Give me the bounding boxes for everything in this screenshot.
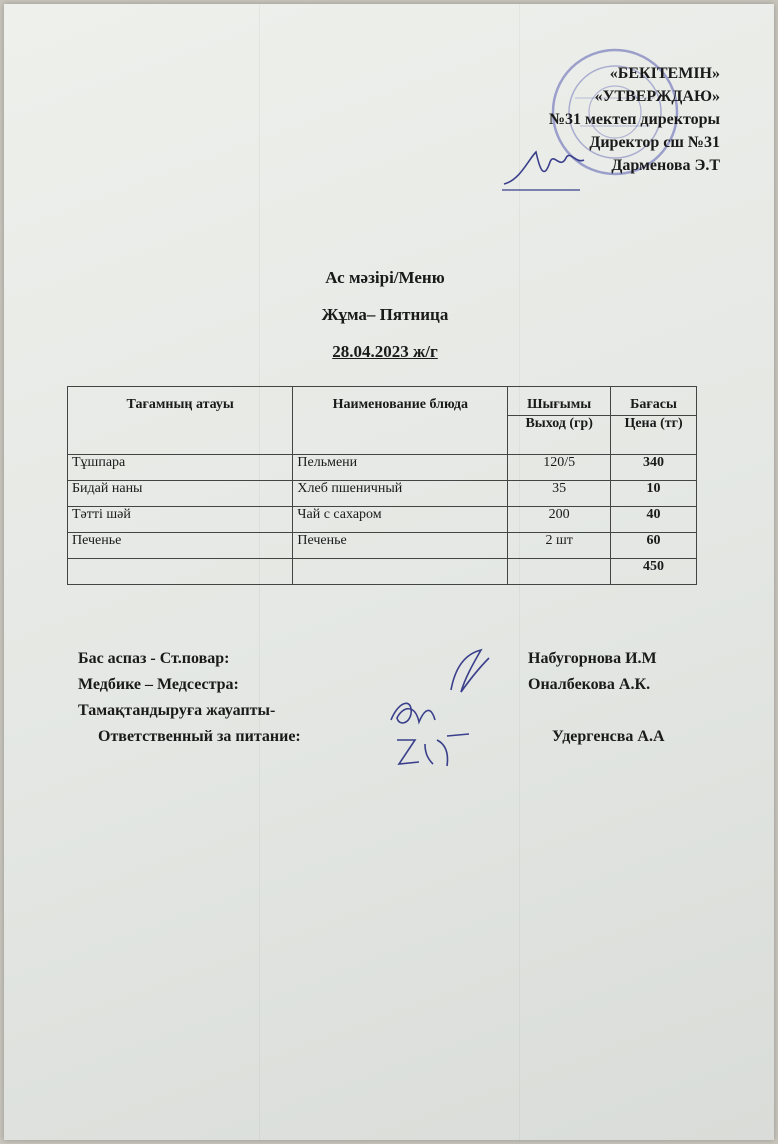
table-row (68, 533, 697, 559)
header-output-ru: Выход (гр) (508, 416, 611, 455)
staff-names (528, 646, 665, 750)
director-title-ru: Директор сш №31 (589, 134, 720, 151)
dish-name-kz: Бидай наны (68, 481, 293, 507)
responsible-role-ru: Ответственный за питание: (98, 728, 301, 745)
staff-signatures (385, 648, 505, 778)
responsible-name: Удергенсва А.А (552, 728, 665, 745)
chef-role: Бас аспаз - Ст.повар: (78, 650, 230, 667)
header-price-kz: Бағасы (611, 387, 697, 416)
dish-price: 340 (611, 455, 697, 481)
approval-kz: «БЕКІТЕМІН» (609, 65, 720, 82)
director-title-kz: №31 мектеп директоры (548, 111, 720, 128)
dish-output: 35 (508, 481, 611, 507)
dish-name-ru: Хлеб пшеничный (293, 481, 508, 507)
responsible-role-kz: Тамақтандыруға жауапты- (78, 702, 276, 719)
dish-output: 2 шт (508, 533, 611, 559)
table-header-row (68, 387, 697, 416)
approval-ru: «УТВЕРЖДАЮ» (594, 88, 720, 105)
table-row (68, 455, 697, 481)
dish-output: 200 (508, 507, 611, 533)
nurse-role: Медбике – Медсестра: (78, 676, 239, 693)
staff-roles (78, 646, 301, 750)
menu-title-block (0, 268, 770, 379)
table-row (68, 507, 697, 533)
director-name: Дарменова Э.Т (611, 157, 720, 174)
total-price: 450 (611, 559, 697, 585)
header-name-ru: Наименование блюда (293, 387, 508, 455)
header-name-kz: Тағамның атауы (68, 387, 293, 455)
chef-name: Набугорнова И.М (528, 650, 657, 667)
dish-name-kz: Печенье (68, 533, 293, 559)
dish-price: 10 (611, 481, 697, 507)
menu-date: 28.04.2023 ж/г (332, 342, 438, 361)
total-empty-cell (508, 559, 611, 585)
table-row (68, 481, 697, 507)
total-empty-cell (293, 559, 508, 585)
dish-name-kz: Тәтті шәй (68, 507, 293, 533)
menu-table (67, 386, 697, 585)
header-price-ru: Цена (тг) (611, 416, 697, 455)
menu-title: Ас мәзірі/Меню (325, 268, 445, 287)
dish-output: 120/5 (508, 455, 611, 481)
dish-name-ru: Печенье (293, 533, 508, 559)
total-empty-cell (68, 559, 293, 585)
director-signature (500, 140, 590, 200)
nurse-name: Оналбекова А.К. (528, 676, 651, 693)
dish-name-ru: Чай с сахаром (293, 507, 508, 533)
dish-price: 40 (611, 507, 697, 533)
header-output-kz: Шығымы (508, 387, 611, 416)
dish-name-ru: Пельмени (293, 455, 508, 481)
table-total-row (68, 559, 697, 585)
dish-price: 60 (611, 533, 697, 559)
menu-day: Жұма– Пятница (321, 305, 449, 324)
dish-name-kz: Тұшпара (68, 455, 293, 481)
